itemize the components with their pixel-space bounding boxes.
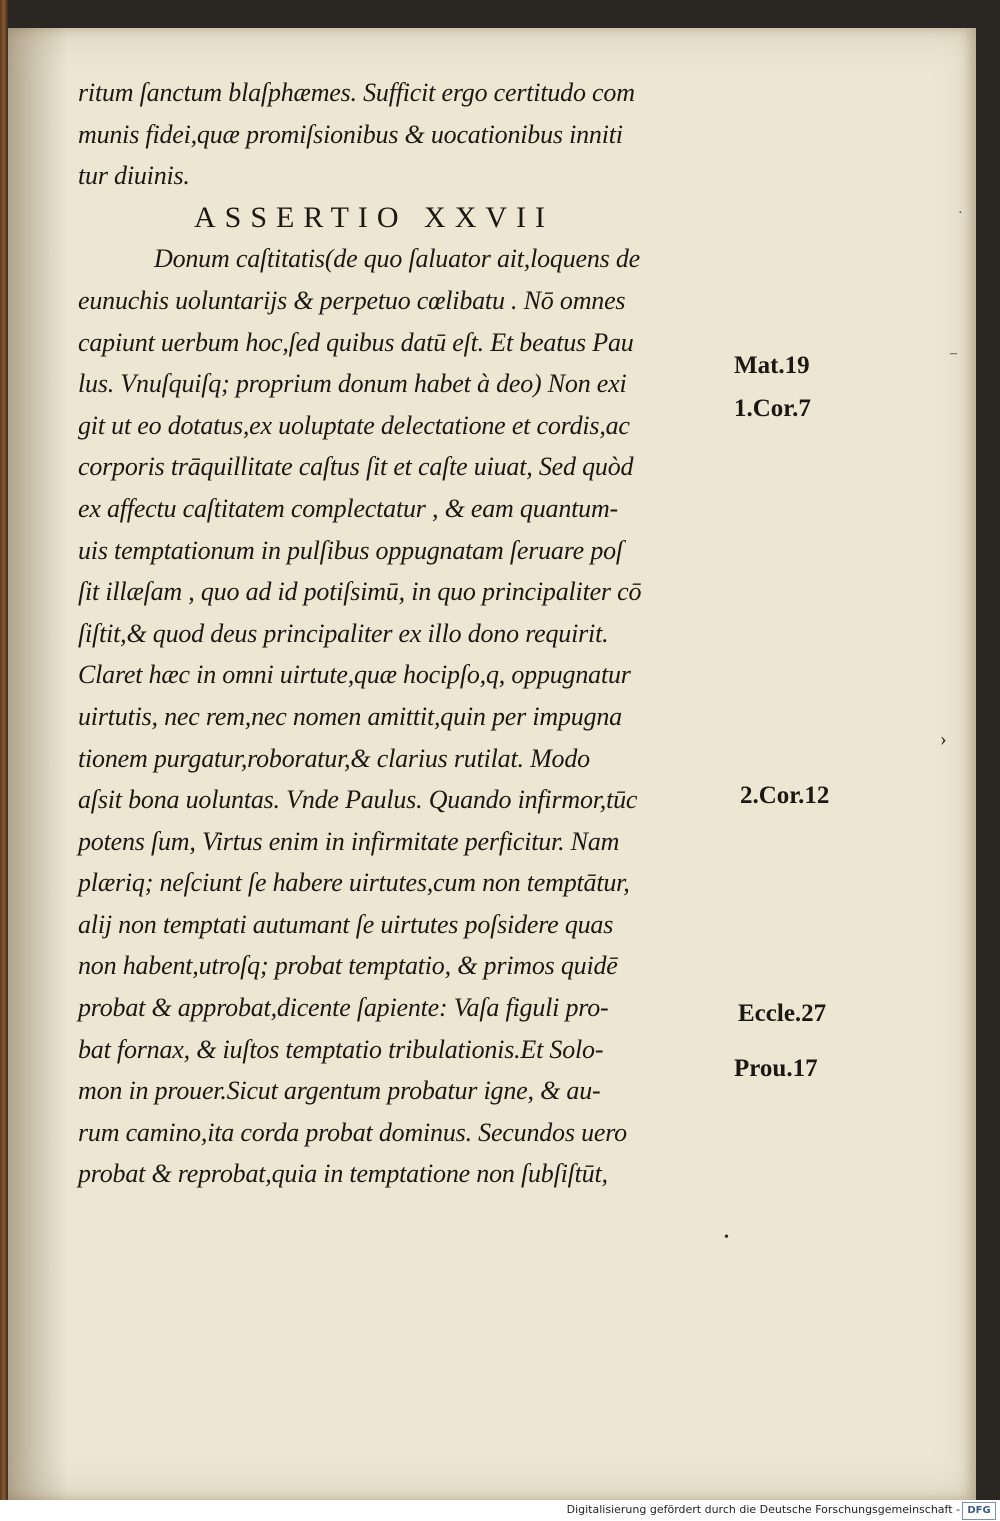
text-line: tur diuinis. [78, 161, 190, 191]
text-line: ſit illæſam , quo ad id potiſsimū, in quo principaliter cō [78, 577, 642, 607]
book-binding-edge [0, 0, 8, 1510]
text-line: git ut eo dotatus,ex uoluptate delectatione et cordis,ac [78, 410, 630, 440]
text-line: munis fidei,quæ promiſsionibus & uocationibus inniti [78, 119, 623, 149]
text-line: rum camino,ita corda probat dominus. Secundos uero [78, 1117, 627, 1147]
text-line: aſsit bona uoluntas. Vnde Paulus. Quando infirmor,tūc [78, 785, 638, 815]
text-line: Claret hæc in omni uirtute,quæ hocipſo,q, oppugnatur [78, 660, 631, 690]
text-line: potens ſum, Virtus enim in infirmitate perficitur. Nam [78, 826, 620, 856]
footer-credit: Digitalisierung gefördert durch die Deutsche Forschungsgemeinschaft - [566, 1503, 960, 1516]
ink-speck: • [724, 1230, 729, 1245]
ink-speck: › [940, 728, 947, 750]
margin-note-prou: Prou.17 [734, 1055, 818, 1082]
text-line: corporis trāquillitate caſtus ſit et caſte uiuat, Sed quòd [78, 452, 634, 482]
ink-speck: · [958, 206, 963, 221]
text-line: non habent,utroſq; probat temptatio, & primos quidē [78, 951, 618, 981]
ink-speck: – [950, 346, 957, 361]
margin-note-eccle: Eccle.27 [738, 1000, 827, 1027]
text-line: tionem purgatur,roboratur,& clarius rutilat. Modo [78, 743, 590, 773]
gutter-shadow [8, 28, 68, 1500]
text-line: probat & reprobat,quia in temptatione non ſubſiſtūt, [78, 1159, 608, 1189]
margin-note-2cor: 2.Cor.12 [740, 782, 830, 809]
margin-note-1cor: 1.Cor.7 [734, 395, 811, 422]
text-line: lus. Vnuſquiſq; proprium donum habet à deo) Non exi [78, 369, 627, 399]
text-line: bat fornax, & iuſtos temptatio tribulationis.Et Solo- [78, 1034, 604, 1064]
text-line: uis temptationum in pulſibus oppugnatam ſeruare poſ [78, 535, 623, 565]
text-line: ſiſtit,& quod deus principaliter ex illo dono requirit. [78, 618, 609, 648]
text-line: ritum ſanctum blaſphæmes. Sufficit ergo certitudo com [78, 78, 635, 107]
text-line: eunuchis uoluntarijs & perpetuo cœlibatu . Nō omnes [78, 285, 626, 315]
section-heading: ASSERTIO XXVII [194, 200, 555, 234]
text-line: alij non temptati autumant ſe uirtutes poſsidere quas [78, 909, 614, 939]
text-line: probat & approbat,dicente ſapiente: Vaſa figuli pro- [78, 993, 609, 1023]
text-line: plæriq; neſciunt ſe habere uirtutes,cum non temptātur, [78, 868, 630, 898]
text-line: Donum caſtitatis(de quo ſaluator ait,loquens de [154, 244, 641, 274]
text-line: mon in prouer.Sicut argentum probatur igne, & au- [78, 1076, 601, 1106]
dfg-logo: DFG [962, 1502, 996, 1520]
text-line: capiunt uerbum hoc,ſed quibus datū eſt. Et beatus Pau [78, 327, 634, 357]
text-line: ex affectu caſtitatem complectatur , & eam quantum- [78, 493, 618, 523]
text-line: uirtutis, nec rem,nec nomen amittit,quin per impugna [78, 701, 622, 731]
page-text-block [78, 72, 738, 1195]
margin-note-mat: Mat.19 [734, 352, 810, 379]
